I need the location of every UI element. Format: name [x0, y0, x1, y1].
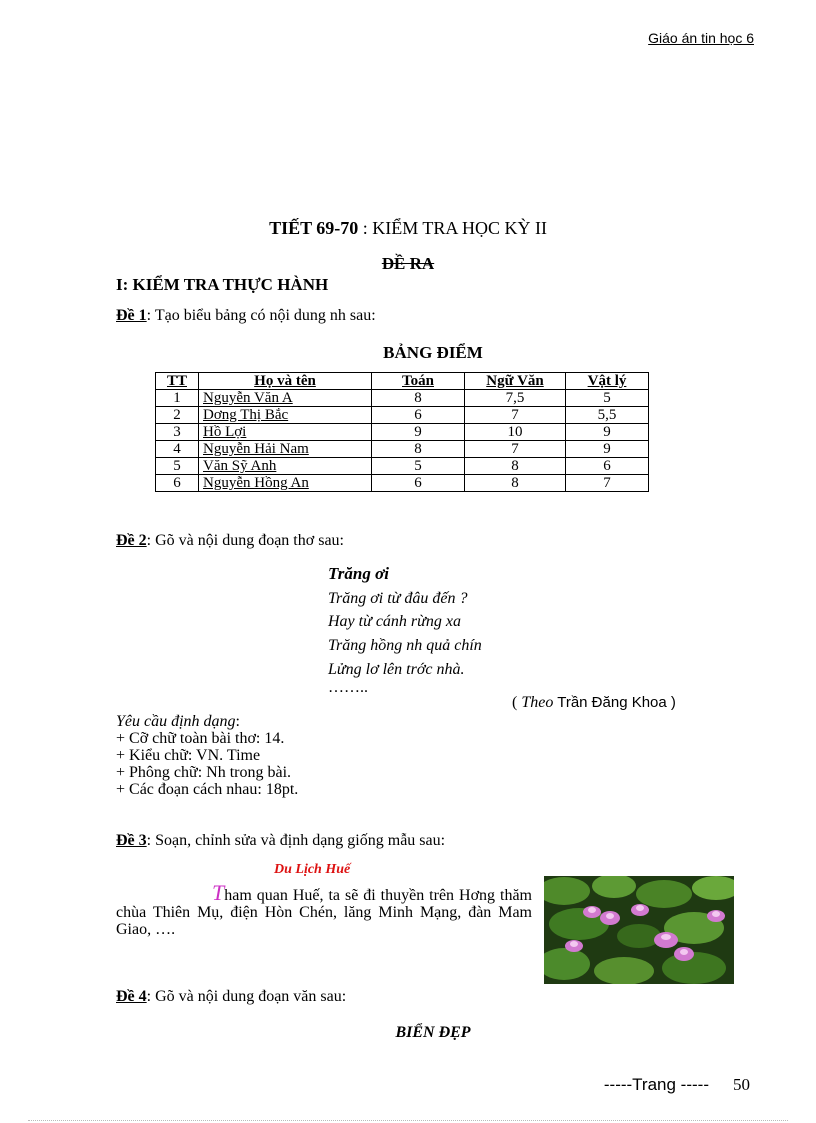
cell-name: Văn Sỹ Anh: [199, 458, 372, 475]
cell-math: 6: [372, 407, 465, 424]
cell-literature: 10: [465, 424, 566, 441]
source-theo: Theo: [521, 694, 554, 711]
task-4: [116, 988, 346, 1006]
page-bottom-border: [28, 1120, 788, 1121]
drop-cap: T: [212, 880, 225, 905]
lesson-number: TIẾT 69-70: [269, 218, 359, 238]
page-number: 50: [733, 1075, 750, 1094]
cell-physics: 5,5: [566, 407, 649, 424]
footer-label: -----Trang -----: [603, 1075, 709, 1094]
cell-name: Hồ Lợi: [199, 424, 372, 441]
col-header-tt: TT: [156, 373, 199, 390]
task-1-text: : Tạo biểu bảng có nội dung nh sau:: [146, 307, 376, 324]
task-2: [116, 532, 344, 550]
poem-source: ( Theo Trần Đăng Khoa ): [512, 694, 676, 711]
grade-table: [155, 372, 649, 492]
cell-math: 5: [372, 458, 465, 475]
col-header-math: Toán: [372, 373, 465, 390]
cell-literature: 7,5: [465, 390, 566, 407]
cell-math: 9: [372, 424, 465, 441]
table-row: [156, 390, 649, 407]
hue-title: Du Lịch Huế: [274, 862, 351, 877]
cell-literature: 7: [465, 441, 566, 458]
cell-tt: 3: [156, 424, 199, 441]
passage-title: BIỂN ĐẸP: [395, 1024, 471, 1041]
cell-tt: 1: [156, 390, 199, 407]
col-header-name: Họ và tên: [199, 373, 372, 390]
cell-physics: 5: [566, 390, 649, 407]
table-row: [156, 407, 649, 424]
requirement-item: + Kiểu chữ: VN. Time: [116, 747, 261, 764]
task-3-text: : Soạn, chỉnh sửa và định dạng giống mẫu sau:: [146, 832, 446, 849]
cell-tt: 6: [156, 475, 199, 492]
task-3-label: Đề 3: [116, 832, 147, 849]
task-4-label: Đề 4: [116, 988, 147, 1005]
poem-line: Lửng lơ lên trớc nhà.: [328, 661, 465, 678]
cell-name: Nguyễn Hải Nam: [199, 441, 372, 458]
requirements-label: Yêu cầu định dạng:: [116, 713, 240, 730]
cell-math: 8: [372, 390, 465, 407]
poem-title: Trăng ơi: [328, 564, 389, 583]
cell-math: 6: [372, 475, 465, 492]
table-row: [156, 441, 649, 458]
col-header-physics: Vật lý: [566, 373, 649, 390]
poem-ellipsis: ……..: [328, 679, 368, 696]
cell-tt: 2: [156, 407, 199, 424]
cell-name: Dơng Thị Bắc: [199, 407, 372, 424]
requirement-item: + Các đoạn cách nhau: 18pt.: [116, 781, 299, 798]
hue-body: ham quan Huế, ta sẽ đi thuyền trên Hơng thăm chùa Thiên Mụ, điện Hòn Chén, lăng Minh Mạng, đàn Mam Giao, ….: [116, 887, 532, 938]
page-title: [0, 218, 816, 239]
cell-physics: 6: [566, 458, 649, 475]
lesson-title: : KIỂM TRA HỌC KỲ II: [358, 218, 547, 238]
task-4-text: : Gõ và nội dung đoạn văn sau:: [146, 988, 347, 1005]
poem-line: Hay từ cánh rừng xa: [328, 613, 461, 630]
table-row: [156, 424, 649, 441]
table-title: BẢNG ĐIỂM: [383, 343, 483, 362]
page-header: Giáo án tin học 6: [648, 30, 754, 46]
cell-tt: 4: [156, 441, 199, 458]
poem-line: Trăng ơi từ đâu đến ?: [328, 590, 468, 607]
cell-literature: 8: [465, 475, 566, 492]
task-2-label: Đề 2: [116, 532, 147, 549]
task-1-label: Đề 1: [116, 307, 147, 324]
requirement-item: + Phông chữ: Nh trong bài.: [116, 764, 292, 781]
cell-math: 8: [372, 441, 465, 458]
cell-physics: 9: [566, 441, 649, 458]
task-3: [116, 832, 445, 850]
cell-physics: 7: [566, 475, 649, 492]
table-row: [156, 458, 649, 475]
col-header-literature: Ngữ Văn: [465, 373, 566, 390]
table-header-row: [156, 373, 649, 390]
cell-literature: 8: [465, 458, 566, 475]
poem-line: Trăng hồng nh quả chín: [328, 637, 482, 654]
table-row: [156, 475, 649, 492]
cell-literature: 7: [465, 407, 566, 424]
cell-physics: 9: [566, 424, 649, 441]
requirement-item: + Cỡ chữ toàn bài thơ: 14.: [116, 730, 285, 747]
cell-name: Nguyễn Hồng An: [199, 475, 372, 492]
cell-tt: 5: [156, 458, 199, 475]
page-footer: [604, 1075, 750, 1095]
task-1: [116, 307, 376, 325]
cell-name: Nguyễn Văn A: [199, 390, 372, 407]
section-practice-heading: I: KIỂM TRA THỰC HÀNH: [116, 275, 329, 294]
task-2-text: : Gõ và nội dung đoạn thơ sau:: [146, 532, 344, 549]
exam-heading: ĐỀ RA: [381, 254, 435, 273]
lotus-pond-image: [544, 876, 734, 984]
hue-paragraph: [116, 880, 532, 938]
